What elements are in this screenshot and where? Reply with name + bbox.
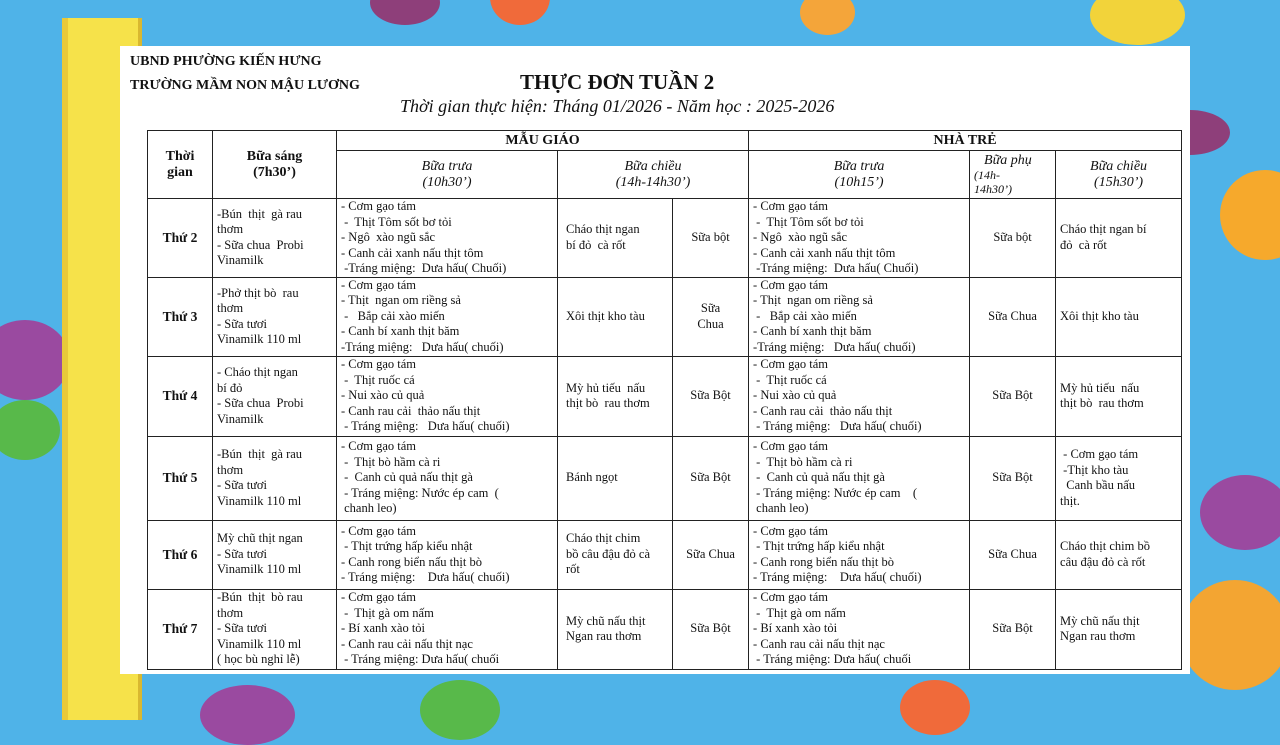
nt-afternoon-cell: [1056, 277, 1182, 356]
cell-line: - Thịt bò hầm cà ri: [753, 454, 853, 469]
weekly-menu-table: [147, 130, 1182, 670]
cell-line: - Sữa chua Probi: [217, 396, 304, 410]
cell-line: - Cơm gạo tám: [753, 590, 829, 605]
table-row: [148, 520, 1182, 589]
header-nt-extra: Bữa phụ (14h- 14h30’): [970, 151, 1056, 199]
mg-lunch-cell: [337, 589, 558, 669]
cell-line: Sữa Bột: [992, 388, 1033, 403]
cell-line: -Thịt kho tàu: [1060, 462, 1129, 477]
cell-line: Cháo thịt chim bồ: [1060, 539, 1150, 553]
cell-line: bồ câu đậu đỏ cà: [566, 546, 650, 561]
cell-line: Mỳ chũ nấu thịt: [566, 613, 646, 628]
table-row: [148, 199, 1182, 278]
cell-line: - Canh cải xanh nấu thịt tôm: [753, 245, 896, 260]
cell-line: ( học bù nghỉ lễ): [217, 652, 300, 667]
cell-line: bí đỏ cà rốt: [566, 237, 626, 252]
cell-line: - Thịt ngan om riềng sả: [341, 293, 461, 308]
bg-fruit-7: [1200, 475, 1280, 550]
cell-line: - Canh cải xanh nấu thịt tôm: [341, 245, 484, 260]
cell-line: - Bắp cải xào miến: [753, 308, 857, 323]
cell-line: - Thịt ruốc cá: [753, 372, 827, 387]
cell-line: - Tráng miệng: Dưa hấu( chuối): [341, 419, 510, 434]
mg-milk-cell: [673, 277, 749, 356]
cell-line: - Nui xào củ quả: [753, 388, 837, 403]
breakfast-cell: [213, 520, 337, 589]
nt-extra-cell: [970, 199, 1056, 278]
table-row: [148, 277, 1182, 356]
nt-lunch-cell: [749, 199, 970, 278]
breakfast-cell: [213, 277, 337, 356]
cell-line: - Canh rong biển nấu thịt bò: [341, 554, 482, 569]
day-cell: Thứ 5: [148, 436, 213, 520]
cell-line: - Ngô xào ngũ sắc: [341, 230, 436, 244]
cell-line: - Canh rau cải thảo nấu thịt: [341, 403, 481, 418]
cell-line: thơm: [217, 605, 244, 620]
cell-line: Sữa Chua: [988, 546, 1037, 561]
header-nha-tre: NHÀ TRẺ: [749, 131, 1182, 151]
page-title: THỰC ĐƠN TUẦN 2: [520, 70, 715, 94]
cell-line: rốt: [566, 562, 580, 577]
cell-line: Mỳ hủ tiếu nấu: [566, 380, 646, 395]
nt-lunch-cell: [749, 436, 970, 520]
bg-fruit-12: [420, 680, 500, 740]
cell-line: -Bún thịt gà rau: [217, 447, 303, 461]
header-mau-giao: MẪU GIÁO: [337, 131, 749, 151]
nt-afternoon-cell: [1056, 520, 1182, 589]
breakfast-cell: [213, 199, 337, 278]
cell-line: chanh leo): [753, 501, 809, 516]
nt-extra-cell: [970, 589, 1056, 669]
cell-line: Sữa Bột: [992, 621, 1033, 636]
nt-extra-cell: [970, 356, 1056, 436]
cell-line: - Cơm gạo tám: [341, 523, 416, 538]
cell-line: Canh bầu nấu: [1060, 478, 1136, 492]
cell-line: - Tráng miệng: Dưa hấu( chuối): [753, 570, 922, 584]
mg-lunch-cell: [337, 520, 558, 589]
nt-afternoon-cell: [1056, 589, 1182, 669]
nt-afternoon-cell: [1056, 356, 1182, 436]
cell-line: câu đậu đỏ cà rốt: [1060, 554, 1146, 569]
cell-line: -Tráng miệng: Dưa hấu( Chuối): [753, 261, 919, 275]
mg-milk-cell: [673, 589, 749, 669]
page-subtitle: Thời gian thực hiện: Tháng 01/2026 - Năm học : 2025-2026: [400, 96, 835, 116]
nt-afternoon-cell: [1056, 199, 1182, 278]
cell-line: -Tráng miệng: Dưa hấu( Chuối): [341, 261, 507, 275]
cell-line: đỏ cà rốt: [1060, 237, 1107, 252]
cell-line: -Bún thịt bò rau: [217, 590, 303, 605]
mg-lunch-cell: [337, 277, 558, 356]
cell-line: Sữa Chua: [988, 308, 1037, 323]
mg-milk-cell: [673, 436, 749, 520]
cell-line: Vinamilk 110 ml: [217, 493, 302, 508]
cell-line: Vinamilk 110 ml: [217, 332, 302, 346]
table-row: [148, 589, 1182, 669]
org-line-2: TRƯỜNG MẦM NON MẬU LƯƠNG: [130, 78, 360, 93]
cell-line: thơm: [217, 301, 244, 315]
cell-line: - Canh bí xanh thịt băm: [341, 324, 460, 339]
nt-lunch-cell: [749, 520, 970, 589]
cell-line: thơm: [217, 462, 244, 477]
header-nt-lunch: Bữa trưa (10h15’): [749, 151, 970, 199]
cell-line: Sữa bột: [691, 230, 730, 244]
breakfast-cell: [213, 589, 337, 669]
cell-line: thơm: [217, 222, 244, 237]
cell-line: Chua: [697, 316, 724, 331]
cell-line: - Canh rau cải nấu thịt nạc: [341, 636, 473, 651]
cell-line: - Tráng miệng: Dưa hấu( chuối): [341, 570, 510, 584]
cell-line: -Tráng miệng: Dưa hấu( chuối): [341, 339, 504, 354]
breakfast-cell: [213, 436, 337, 520]
header-breakfast: Bữa sáng (7h30’): [213, 131, 337, 199]
cell-line: - Canh củ quả nấu thịt gà: [753, 470, 885, 485]
header-mg-afternoon: Bữa chiều (14h-14h30’): [558, 151, 749, 199]
menu-document: [120, 46, 1190, 674]
mg-snack-cell: [558, 277, 673, 356]
cell-line: - Canh rau cải thảo nấu thịt: [753, 403, 893, 418]
cell-line: - Tráng miệng: Dưa hấu( chuối): [753, 419, 922, 434]
cell-line: - Cơm gạo tám: [1060, 447, 1139, 461]
bg-fruit-3: [800, 0, 855, 35]
cell-line: - Cơm gạo tám: [753, 523, 829, 538]
cell-line: - Thịt trứng hấp kiểu nhật: [341, 539, 473, 553]
cell-line: - Bí xanh xào tỏi: [753, 621, 838, 636]
day-cell: Thứ 2: [148, 199, 213, 278]
mg-lunch-cell: [337, 356, 558, 436]
cell-line: Mỳ chũ nấu thịt: [1060, 613, 1140, 628]
cell-line: Vinamilk: [217, 253, 264, 268]
cell-line: - Sữa tươi: [217, 478, 268, 492]
header-time: Thời gian: [148, 131, 213, 199]
cell-line: -Phở thịt bò rau: [217, 285, 299, 300]
day-cell: Thứ 3: [148, 277, 213, 356]
cell-line: - Canh rau cải nấu thịt nạc: [753, 636, 885, 651]
cell-line: Vinamilk: [217, 411, 264, 426]
mg-snack-cell: [558, 199, 673, 278]
bg-fruit-1: [370, 0, 440, 25]
nt-afternoon-cell: [1056, 436, 1182, 520]
cell-line: Ngan rau thơm: [1060, 629, 1136, 643]
cell-line: - Thịt gà om nấm: [341, 605, 434, 620]
cell-line: - Cơm gạo tám: [341, 439, 416, 454]
cell-line: - Tráng miệng: Nước ép cam (: [341, 485, 499, 500]
cell-line: Mỳ hủ tiếu nấu: [1060, 380, 1140, 395]
cell-line: - Sữa tươi: [217, 621, 268, 636]
bg-fruit-8: [1180, 580, 1280, 690]
cell-line: - Tráng miệng: Dưa hấu( chuối: [753, 652, 912, 667]
header-mg-lunch: Bữa trưa (10h30’): [337, 151, 558, 199]
cell-line: - Thịt ruốc cá: [341, 372, 415, 387]
cell-line: Sữa Bột: [690, 470, 731, 485]
cell-line: bí đỏ: [217, 380, 243, 395]
cell-line: - Canh bí xanh thịt băm: [753, 324, 872, 339]
cell-line: chanh leo): [341, 501, 397, 516]
nt-extra-cell: [970, 277, 1056, 356]
cell-line: Mỳ chũ thịt ngan: [217, 531, 303, 546]
cell-line: - Cơm gạo tám: [753, 277, 829, 292]
nt-lunch-cell: [749, 589, 970, 669]
breakfast-cell: [213, 356, 337, 436]
mg-milk-cell: [673, 199, 749, 278]
cell-line: - Cơm gạo tám: [341, 590, 416, 605]
cell-line: thịt bò rau thơm: [1060, 396, 1144, 410]
cell-line: Xôi thịt kho tàu: [1060, 308, 1139, 323]
mg-lunch-cell: [337, 199, 558, 278]
day-cell: Thứ 7: [148, 589, 213, 669]
bg-fruit-4: [1090, 0, 1185, 45]
cell-line: Xôi thịt kho tàu: [566, 308, 645, 323]
day-cell: Thứ 4: [148, 356, 213, 436]
cell-line: -Bún thịt gà rau: [217, 206, 303, 221]
cell-line: - Sữa chua Probi: [217, 237, 304, 252]
cell-line: -Tráng miệng: Dưa hấu( chuối): [753, 339, 916, 354]
cell-line: - Bắp cải xào miến: [341, 308, 445, 323]
org-line-1: UBND PHƯỜNG KIẾN HƯNG: [130, 54, 322, 69]
cell-line: Sữa bột: [993, 230, 1032, 244]
cell-line: - Cơm gạo tám: [341, 357, 416, 372]
mg-snack-cell: [558, 356, 673, 436]
cell-line: - Cơm gạo tám: [753, 199, 829, 213]
nt-extra-cell: [970, 520, 1056, 589]
cell-line: - Thịt gà om nấm: [753, 605, 846, 620]
mg-snack-cell: [558, 589, 673, 669]
bg-fruit-10: [0, 400, 60, 460]
cell-line: Bánh ngọt: [566, 470, 618, 485]
nt-lunch-cell: [749, 277, 970, 356]
cell-line: Cháo thịt ngan bí: [1060, 222, 1147, 237]
cell-line: - Tráng miệng: Dưa hấu( chuối: [341, 652, 500, 667]
cell-line: - Canh củ quả nấu thịt gà: [341, 470, 473, 485]
header-nt-afternoon: Bữa chiều (15h30’): [1056, 151, 1182, 199]
cell-line: - Ngô xào ngũ sắc: [753, 230, 848, 244]
cell-line: Sữa Chua: [686, 546, 735, 561]
bg-fruit-13: [900, 680, 970, 735]
cell-line: - Sữa tươi: [217, 546, 268, 561]
cell-line: - Cơm gạo tám: [341, 199, 416, 213]
mg-milk-cell: [673, 520, 749, 589]
day-cell: Thứ 6: [148, 520, 213, 589]
cell-line: Sữa Bột: [992, 470, 1033, 485]
cell-line: - Canh rong biển nấu thịt bò: [753, 554, 894, 569]
cell-line: - Sữa tươi: [217, 316, 268, 331]
cell-line: Sữa Bột: [690, 621, 731, 636]
cell-line: - Cơm gạo tám: [341, 277, 416, 292]
mg-snack-cell: [558, 436, 673, 520]
bg-fruit-6: [1220, 170, 1280, 260]
bg-fruit-11: [200, 685, 295, 745]
cell-line: - Cơm gạo tám: [753, 439, 829, 454]
mg-lunch-cell: [337, 436, 558, 520]
cell-line: Sữa: [700, 301, 721, 315]
cell-line: - Cháo thịt ngan: [217, 365, 298, 379]
nt-extra-cell: [970, 436, 1056, 520]
cell-line: - Bí xanh xào tỏi: [341, 621, 426, 636]
table-row: [148, 436, 1182, 520]
cell-line: Cháo thịt chim: [566, 531, 641, 546]
mg-milk-cell: [673, 356, 749, 436]
cell-line: Vinamilk 110 ml: [217, 562, 302, 577]
cell-line: Ngan rau thơm: [566, 629, 642, 643]
cell-line: thịt bò rau thơm: [566, 396, 650, 410]
cell-line: - Nui xào củ quả: [341, 388, 425, 403]
cell-line: Sữa Bột: [690, 388, 731, 403]
cell-line: Cháo thịt ngan: [566, 222, 640, 237]
cell-line: - Thịt ngan om riềng sả: [753, 293, 873, 308]
cell-line: - Tráng miệng: Nước ép cam (: [753, 485, 918, 500]
nt-lunch-cell: [749, 356, 970, 436]
cell-line: - Thịt trứng hấp kiểu nhật: [753, 539, 885, 553]
table-row: [148, 356, 1182, 436]
cell-line: Vinamilk 110 ml: [217, 636, 302, 651]
bg-fruit-9: [0, 320, 70, 400]
cell-line: - Cơm gạo tám: [753, 357, 829, 372]
mg-snack-cell: [558, 520, 673, 589]
cell-line: - Thịt Tôm sốt bơ tỏi: [753, 214, 864, 229]
cell-line: - Thịt bò hầm cà ri: [341, 454, 441, 469]
cell-line: thịt.: [1060, 493, 1080, 508]
cell-line: - Thịt Tôm sốt bơ tỏi: [341, 214, 452, 229]
bg-fruit-2: [490, 0, 550, 25]
